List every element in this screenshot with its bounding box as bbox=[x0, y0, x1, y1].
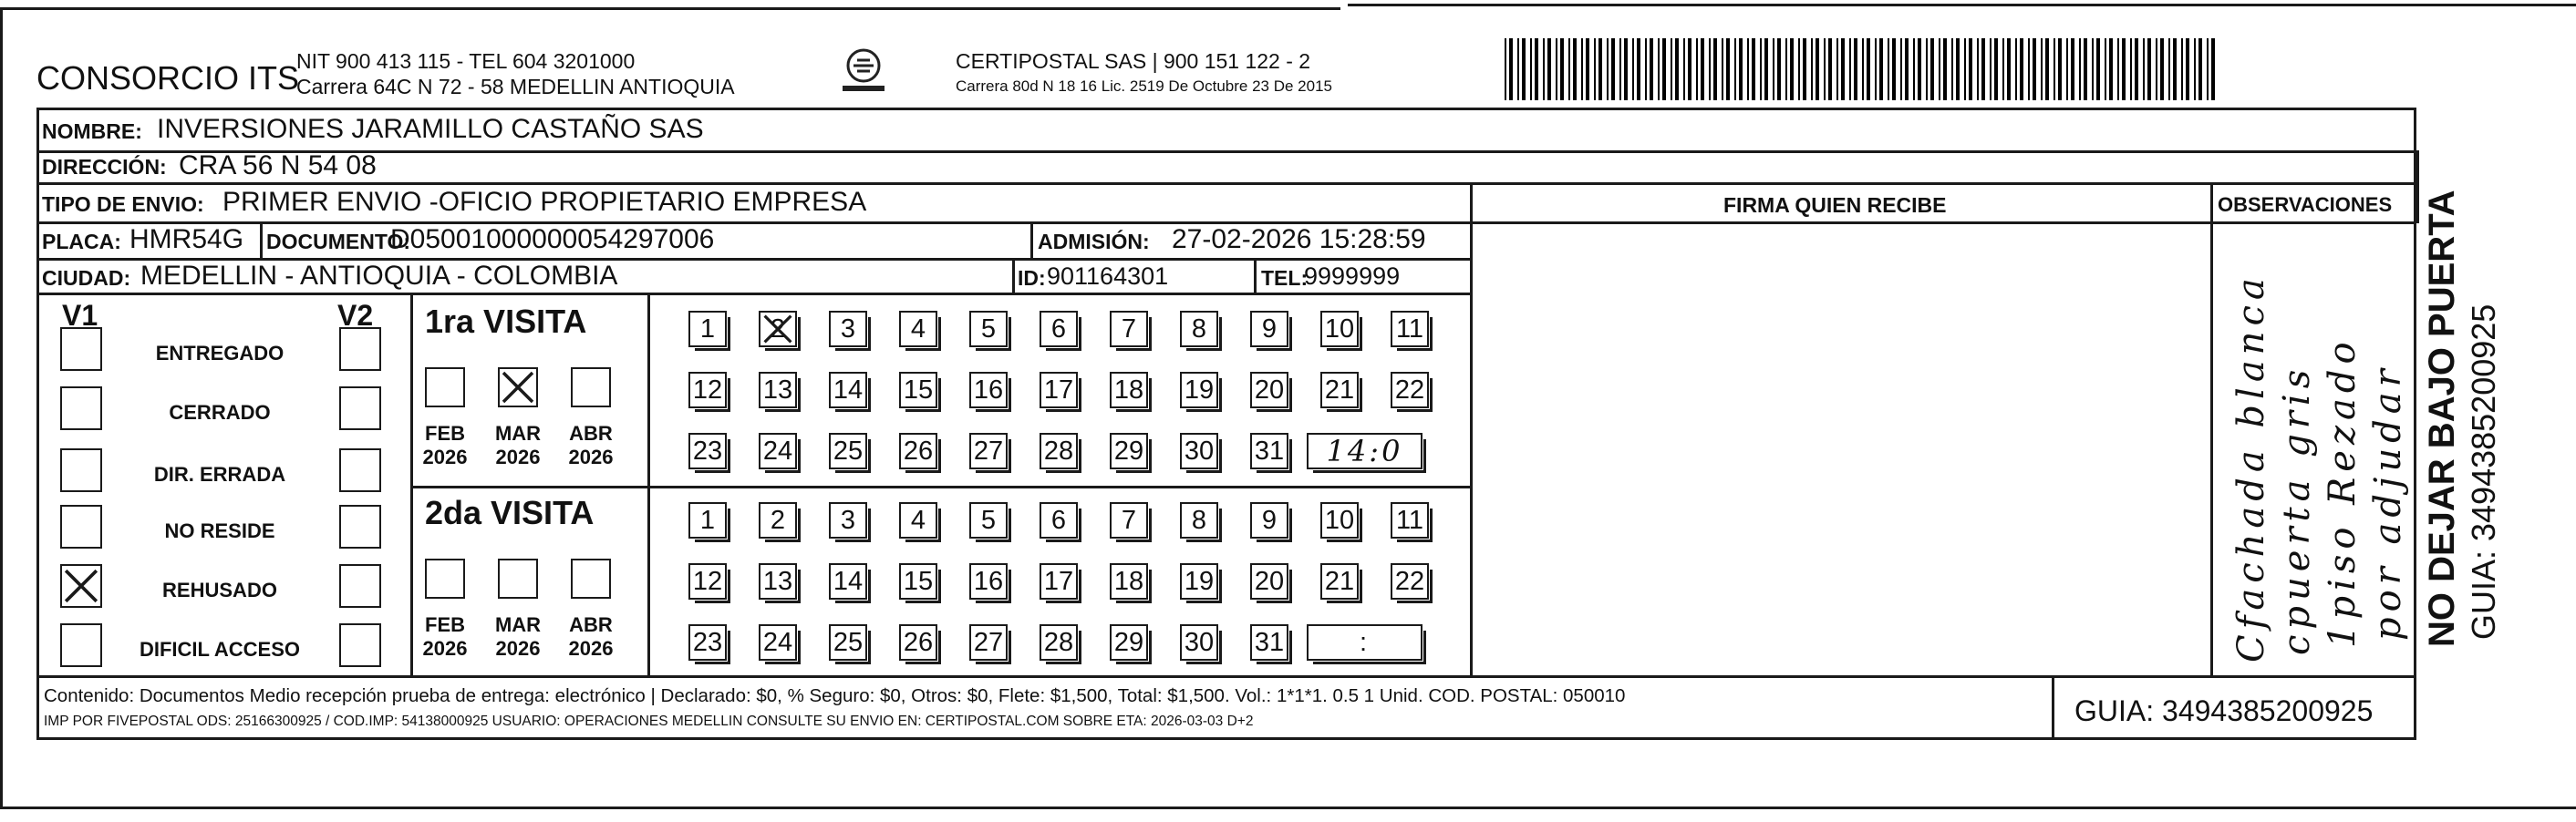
placa-label: PLACA: bbox=[42, 230, 121, 253]
day-box[interactable]: 2 bbox=[759, 311, 797, 347]
placa-value: HMR54G bbox=[129, 224, 244, 254]
direccion-label: DIRECCIÓN: bbox=[42, 155, 167, 179]
v1-checkbox[interactable] bbox=[60, 327, 102, 371]
admision-value: 27-02-2026 15:28:59 bbox=[1172, 224, 1426, 254]
no-dejar-bajo-puerta: NO DEJAR BAJO PUERTA bbox=[2422, 190, 2462, 647]
observacion-line: 1piso Rezado bbox=[2322, 336, 2364, 648]
frame-top-right bbox=[1348, 4, 2576, 6]
month-label: MAR 2026 bbox=[494, 422, 542, 469]
frame-left bbox=[0, 7, 3, 809]
carrier-line2: Carrera 80d N 18 16 Lic. 2519 De Octubre 23 De 2015 bbox=[956, 77, 1332, 95]
day-box[interactable]: 9 bbox=[1250, 502, 1288, 539]
day-box[interactable]: 25 bbox=[829, 433, 867, 469]
day-box[interactable]: 22 bbox=[1391, 372, 1429, 408]
admision-label: ADMISIÓN: bbox=[1038, 230, 1150, 253]
day-box[interactable]: 3 bbox=[829, 502, 867, 539]
v2-checkbox[interactable] bbox=[339, 564, 381, 608]
footer-line2: IMP POR FIVEPOSTAL ODS: 25166300925 / COD.IMP: 54138000925 USUARIO: OPERACIONES MEDELLIN CONSULTE SU ENVIO EN: CERTIPOSTAL.COM SOBRE ETA: 2026-03-03 D+2 bbox=[44, 714, 1254, 729]
day-box[interactable]: 28 bbox=[1040, 433, 1078, 469]
direccion-value: CRA 56 N 54 08 bbox=[179, 150, 377, 180]
day-box[interactable]: 11 bbox=[1391, 311, 1429, 347]
day-box[interactable]: 5 bbox=[969, 311, 1008, 347]
observaciones-label: OBSERVACIONES bbox=[2218, 193, 2393, 216]
company-info-line2: Carrera 64C N 72 - 58 MEDELLIN ANTIOQUIA bbox=[296, 75, 735, 98]
tel-value: 9999999 bbox=[1304, 262, 1401, 290]
observacion-line: cpuerta gris bbox=[2276, 364, 2318, 655]
day-box[interactable]: 9 bbox=[1250, 311, 1288, 347]
month-checkbox[interactable] bbox=[571, 367, 611, 407]
month-label: MAR 2026 bbox=[494, 613, 542, 661]
day-box[interactable]: 14 bbox=[829, 563, 867, 600]
v1-checkbox[interactable] bbox=[60, 623, 102, 667]
tipo-label: TIPO DE ENVIO: bbox=[42, 192, 204, 216]
day-box[interactable]: 30 bbox=[1180, 433, 1218, 469]
nombre-label: NOMBRE: bbox=[42, 119, 142, 143]
day-box[interactable]: 13 bbox=[759, 372, 797, 408]
day-box[interactable]: 29 bbox=[1110, 433, 1148, 469]
day-box[interactable]: 24 bbox=[759, 433, 797, 469]
day-box[interactable]: 21 bbox=[1320, 563, 1359, 600]
certipostal-logo bbox=[837, 46, 890, 98]
v1-checkbox[interactable] bbox=[60, 448, 102, 492]
day-box[interactable]: 19 bbox=[1180, 563, 1218, 600]
day-box[interactable]: 16 bbox=[969, 372, 1008, 408]
day-box[interactable]: 30 bbox=[1180, 624, 1218, 661]
day-box[interactable]: 28 bbox=[1040, 624, 1078, 661]
day-box[interactable]: 6 bbox=[1040, 502, 1078, 539]
month-label: ABR 2026 bbox=[568, 613, 614, 661]
firma-divider bbox=[1470, 184, 1473, 677]
day-box[interactable]: 31 bbox=[1250, 624, 1288, 661]
month-label: FEB 2026 bbox=[422, 613, 468, 661]
tel-divider bbox=[1254, 260, 1257, 294]
footer-line1: Contenido: Documentos Medio recepción prueba de entrega: electrónico | Declarado: $0, % Seguro: $0, Otros: $0, Flete: $1,500, Total: $1,500. Vol.: 1*1*1. 0.5 1 Unid. COD. POSTAL: 050010 bbox=[44, 685, 1626, 706]
side-text bbox=[2424, 137, 2560, 647]
v2-checkbox[interactable] bbox=[339, 386, 381, 430]
day-box[interactable]: 23 bbox=[688, 433, 727, 469]
carrier-line1: CERTIPOSTAL SAS | 900 151 122 - 2 bbox=[956, 49, 1311, 73]
day-box[interactable]: 16 bbox=[969, 563, 1008, 600]
side-guia: GUIA: 3494385200925 bbox=[2465, 303, 2502, 640]
status-option-label: DIR. ERRADA bbox=[153, 463, 286, 486]
day-box[interactable]: 18 bbox=[1110, 563, 1148, 600]
visit-title: 1ra VISITA bbox=[425, 303, 587, 340]
row-line bbox=[36, 182, 2416, 185]
id-label: ID: bbox=[1018, 266, 1046, 290]
day-box[interactable]: 1 bbox=[688, 311, 727, 347]
status-option-label: DIFICIL ACCESO bbox=[139, 638, 300, 661]
day-box[interactable]: 12 bbox=[688, 563, 727, 600]
day-box[interactable]: 2 bbox=[759, 502, 797, 539]
month-checkbox[interactable] bbox=[571, 559, 611, 599]
day-box[interactable]: 23 bbox=[688, 624, 727, 661]
status-option-label: REHUSADO bbox=[162, 579, 277, 601]
day-box[interactable]: 10 bbox=[1320, 311, 1359, 347]
day-box[interactable]: 11 bbox=[1391, 502, 1429, 539]
status-option-label: NO RESIDE bbox=[164, 519, 275, 542]
day-box[interactable]: 27 bbox=[969, 433, 1008, 469]
observaciones-area bbox=[2213, 224, 2416, 675]
time-box[interactable]: : bbox=[1307, 624, 1422, 661]
day-box[interactable]: 19 bbox=[1180, 372, 1218, 408]
visit-row-divider bbox=[410, 486, 1470, 488]
month-checkbox[interactable] bbox=[425, 559, 465, 599]
day-box[interactable]: 3 bbox=[829, 311, 867, 347]
month-label: ABR 2026 bbox=[568, 422, 614, 469]
company-info-line1: NIT 900 413 115 - TEL 604 3201000 bbox=[296, 49, 636, 73]
v2-label: V2 bbox=[337, 299, 374, 332]
visit-title: 2da VISITA bbox=[425, 494, 595, 531]
time-box[interactable]: 14:0 bbox=[1307, 433, 1422, 469]
frame-bottom bbox=[0, 807, 2576, 809]
ciudad-value: MEDELLIN - ANTIOQUIA - COLOMBIA bbox=[140, 261, 618, 291]
observacion-line: por adjudar bbox=[2367, 364, 2409, 641]
nombre-value: INVERSIONES JARAMILLO CASTAÑO SAS bbox=[157, 114, 704, 144]
v2-checkbox[interactable] bbox=[339, 327, 381, 371]
visit-divider bbox=[647, 294, 650, 675]
day-box[interactable]: 15 bbox=[899, 372, 937, 408]
day-box[interactable]: 25 bbox=[829, 624, 867, 661]
day-box[interactable]: 7 bbox=[1110, 502, 1148, 539]
placa-divider bbox=[260, 223, 263, 260]
day-box[interactable]: 10 bbox=[1320, 502, 1359, 539]
day-box[interactable]: 15 bbox=[899, 563, 937, 600]
id-value: 901164301 bbox=[1047, 262, 1169, 290]
day-box[interactable]: 20 bbox=[1250, 563, 1288, 600]
documento-value: D05001000000054297006 bbox=[390, 224, 715, 254]
ciudad-label: CIUDAD: bbox=[42, 266, 131, 290]
tipo-value: PRIMER ENVIO -OFICIO PROPIETARIO EMPRESA bbox=[222, 187, 867, 217]
day-box[interactable]: 17 bbox=[1040, 372, 1078, 408]
v2-checkbox[interactable] bbox=[339, 448, 381, 492]
footer-guia-divider bbox=[2052, 677, 2054, 740]
frame-top-left bbox=[0, 7, 1340, 10]
footer-guia: GUIA: 3494385200925 bbox=[2074, 694, 2374, 727]
month-label: FEB 2026 bbox=[422, 422, 468, 469]
day-box[interactable]: 22 bbox=[1391, 563, 1429, 600]
day-box[interactable]: 14 bbox=[829, 372, 867, 408]
day-box[interactable]: 26 bbox=[899, 624, 937, 661]
observacion-line: Cfachada blanca bbox=[2230, 272, 2272, 663]
day-box[interactable]: 8 bbox=[1180, 311, 1218, 347]
day-box[interactable]: 24 bbox=[759, 624, 797, 661]
v1-checkbox[interactable] bbox=[60, 386, 102, 430]
day-box[interactable]: 6 bbox=[1040, 311, 1078, 347]
v2-checkbox[interactable] bbox=[339, 505, 381, 549]
row-line bbox=[36, 150, 2416, 153]
status-divider bbox=[410, 294, 413, 675]
firma-label: FIRMA QUIEN RECIBE bbox=[1723, 193, 1947, 217]
month-checkbox[interactable] bbox=[498, 559, 538, 599]
barcode bbox=[1505, 38, 2220, 102]
v1-label: V1 bbox=[62, 299, 98, 332]
day-box[interactable]: 29 bbox=[1110, 624, 1148, 661]
footer-divider bbox=[36, 675, 2416, 678]
company-name: CONSORCIO ITS bbox=[36, 59, 300, 97]
status-option-label: ENTREGADO bbox=[155, 342, 284, 365]
day-box[interactable]: 20 bbox=[1250, 372, 1288, 408]
status-option-label: CERRADO bbox=[169, 401, 271, 424]
id-divider bbox=[1012, 260, 1015, 294]
day-box[interactable]: 21 bbox=[1320, 372, 1359, 408]
day-box[interactable]: 4 bbox=[899, 502, 937, 539]
month-checkbox[interactable] bbox=[425, 367, 465, 407]
day-box[interactable]: 4 bbox=[899, 311, 937, 347]
v1-checkbox[interactable] bbox=[60, 505, 102, 549]
documento-label: DOCUMENTO: bbox=[266, 230, 411, 253]
day-box[interactable]: 5 bbox=[969, 502, 1008, 539]
v1-checkbox[interactable] bbox=[60, 564, 102, 608]
day-box[interactable]: 26 bbox=[899, 433, 937, 469]
day-box[interactable]: 27 bbox=[969, 624, 1008, 661]
v2-checkbox[interactable] bbox=[339, 623, 381, 667]
obs-right bbox=[2416, 150, 2419, 223]
day-box[interactable]: 17 bbox=[1040, 563, 1078, 600]
day-box[interactable]: 8 bbox=[1180, 502, 1218, 539]
day-box[interactable]: 18 bbox=[1110, 372, 1148, 408]
day-box[interactable]: 12 bbox=[688, 372, 727, 408]
month-checkbox[interactable] bbox=[498, 367, 538, 407]
day-box[interactable]: 13 bbox=[759, 563, 797, 600]
day-box[interactable]: 7 bbox=[1110, 311, 1148, 347]
admision-divider bbox=[1030, 223, 1033, 260]
day-box[interactable]: 31 bbox=[1250, 433, 1288, 469]
tel-label: TEL: bbox=[1261, 266, 1309, 290]
day-box[interactable]: 1 bbox=[688, 502, 727, 539]
